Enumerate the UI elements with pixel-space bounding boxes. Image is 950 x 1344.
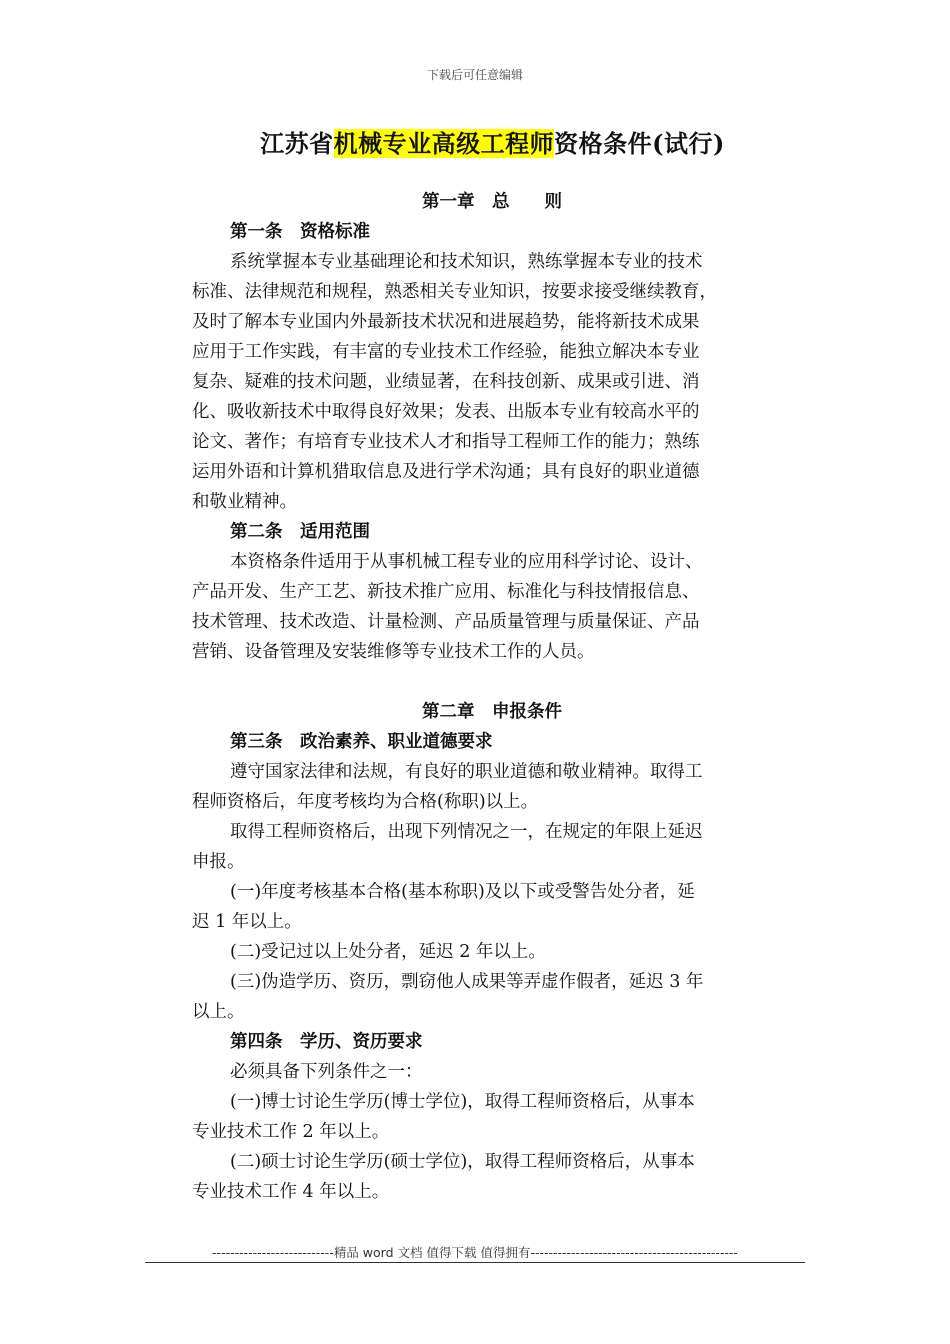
article-4-line: 专业技术工作 4 年以上。 xyxy=(192,1182,390,1202)
article-1-line: 及时了解本专业国内外最新技术状况和进展趋势，能将新技术成果 xyxy=(192,312,700,332)
article-3-line: (三)伪造学历、资历，剽窃他人成果等弄虚作假者，延迟 3 年 xyxy=(230,972,704,992)
article-3-heading: 第三条 政治素养、职业道德要求 xyxy=(230,732,493,752)
article-4-line: (一)博士讨论生学历(博士学位)，取得工程师资格后，从事本 xyxy=(230,1092,695,1112)
footer-text: ---------------------------精品 word 文档 值得下载 值得拥有---------------------------------------------- xyxy=(212,1245,738,1260)
article-1-line: 复杂、疑难的技术问题，业绩显著，在科技创新、成果或引进、消 xyxy=(192,372,700,392)
document-title xyxy=(0,124,950,159)
article-2-line: 本资格条件适用于从事机械工程专业的应用科学讨论、设计、 xyxy=(230,552,703,572)
article-1-line: 论文、著作；有培育专业技术人才和指导工程师工作的能力；熟练 xyxy=(192,432,700,452)
header-note: 下载后可任意编辑 xyxy=(426,68,523,82)
article-3-line: (一)年度考核基本合格(基本称职)及以下或受警告处分者，延 xyxy=(230,882,695,902)
article-1-line: 系统掌握本专业基础理论和技术知识，熟练掌握本专业的技术 xyxy=(230,252,703,272)
footer-divider xyxy=(145,1262,805,1263)
article-1-heading: 第一条 资格标准 xyxy=(230,222,370,242)
document-body xyxy=(192,187,752,1207)
title-suffix: 资格条件(试行) xyxy=(554,129,725,158)
article-3-line: 以上。 xyxy=(192,1002,245,1022)
article-2-line: 产品开发、生产工艺、新技术推广应用、标准化与科技情报信息、 xyxy=(192,582,700,602)
chapter-2-heading: 第二章 申报条件 xyxy=(422,702,562,722)
article-4-line: (二)硕士讨论生学历(硕士学位)，取得工程师资格后，从事本 xyxy=(230,1152,695,1172)
paragraph-spacer xyxy=(192,667,752,697)
article-3-line: 遵守国家法律和法规，有良好的职业道德和敬业精神。取得工 xyxy=(230,762,703,782)
article-2-line: 营销、设备管理及安装维修等专业技术工作的人员。 xyxy=(192,642,595,662)
article-1-line: 化、吸收新技术中取得良好效果；发表、出版本专业有较高水平的 xyxy=(192,402,700,422)
article-3-line: 申报。 xyxy=(192,852,245,872)
article-1-line: 和敬业精神。 xyxy=(192,492,297,512)
article-4-line: 必须具备下列条件之一： xyxy=(230,1062,423,1082)
article-3-line: 程师资格后，年度考核均为合格(称职)以上。 xyxy=(192,792,539,812)
article-2-heading: 第二条 适用范围 xyxy=(230,522,370,542)
article-4-line: 专业技术工作 2 年以上。 xyxy=(192,1122,390,1142)
article-4-heading: 第四条 学历、资历要求 xyxy=(230,1032,423,1052)
article-2-line: 技术管理、技术改造、计量检测、产品质量管理与质量保证、产品 xyxy=(192,612,700,632)
article-1-line: 运用外语和计算机猎取信息及进行学术沟通；具有良好的职业道德 xyxy=(192,462,700,482)
article-1-line: 应用于工作实践，有丰富的专业技术工作经验，能独立解决本专业 xyxy=(192,342,700,362)
article-3-line: 取得工程师资格后，出现下列情况之一，在规定的年限上延迟 xyxy=(230,822,703,842)
title-highlight: 机械专业高级工程师 xyxy=(333,129,555,158)
article-3-line: 迟 1 年以上。 xyxy=(192,912,302,932)
chapter-1-heading: 第一章 总 则 xyxy=(422,192,562,212)
article-1-line: 标准、法律规范和规程，熟悉相关专业知识，按要求接受继续教育， xyxy=(192,282,717,302)
article-3-line: (二)受记过以上处分者，延迟 2 年以上。 xyxy=(230,942,546,962)
title-prefix: 江苏省 xyxy=(260,129,334,158)
